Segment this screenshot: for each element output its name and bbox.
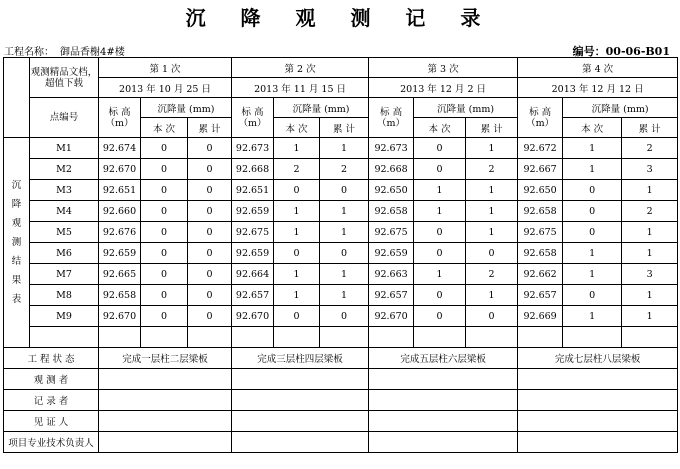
elevation-cell: 92.670 (99, 306, 141, 327)
this-time-cell: 0 (141, 285, 188, 306)
this-time-cell: 1 (563, 243, 622, 264)
this-time-cell: 0 (274, 306, 320, 327)
responsible-label: 项目专业技术负责人 (4, 432, 99, 453)
code-label: 编号： (572, 45, 606, 58)
recorder-signature-cell[interactable] (99, 390, 232, 411)
elevation-cell: 92.670 (369, 306, 414, 327)
point-id: M6 (30, 243, 99, 264)
elevation-cell: 92.675 (232, 222, 274, 243)
cumulative-cell: 1 (466, 180, 518, 201)
this-time-cell: 0 (414, 285, 466, 306)
responsible-signature-cell[interactable] (99, 432, 232, 453)
elevation-cell: 92.668 (232, 159, 274, 180)
observer-row (4, 369, 678, 390)
elevation-cell: 92.657 (232, 285, 274, 306)
responsible-signature-cell[interactable] (232, 432, 369, 453)
table-row (4, 201, 678, 222)
elevation-cell: 92.659 (232, 243, 274, 264)
observer-signature-cell[interactable] (369, 369, 518, 390)
empty-cell (99, 327, 141, 348)
recorder-signature-cell[interactable] (369, 390, 518, 411)
round-1-date: 2013 年 10 月 25 日 (99, 78, 232, 98)
this-time-header: 本 次 (141, 118, 188, 138)
this-time-cell: 0 (141, 264, 188, 285)
this-time-header: 本 次 (414, 118, 466, 138)
elevation-cell: 92.651 (99, 180, 141, 201)
cumulative-cell: 0 (188, 264, 232, 285)
elevation-cell: 92.658 (518, 201, 563, 222)
this-time-cell: 0 (414, 138, 466, 159)
observer-signature-cell[interactable] (232, 369, 369, 390)
elevation-cell: 92.676 (99, 222, 141, 243)
cumulative-cell: 0 (320, 243, 369, 264)
section-label-char: 测 (11, 237, 22, 248)
section-label-char: 果 (11, 275, 22, 286)
table-row (4, 243, 678, 264)
this-time-header: 本 次 (274, 118, 320, 138)
code-value: 00-06-B01 (605, 45, 670, 58)
elevation-cell: 92.659 (99, 243, 141, 264)
responsible-row (4, 432, 678, 453)
this-time-cell: 1 (563, 306, 622, 327)
cumulative-cell: 1 (320, 222, 369, 243)
table-row (4, 285, 678, 306)
this-time-cell: 1 (563, 159, 622, 180)
point-id: M9 (30, 306, 99, 327)
status-label: 工 程 状 态 (4, 348, 99, 369)
blank-corner (4, 58, 30, 138)
section-label-char: 沉 (11, 180, 22, 191)
this-time-cell: 2 (274, 159, 320, 180)
elevation-cell: 92.650 (518, 180, 563, 201)
this-time-cell: 1 (414, 264, 466, 285)
point-id: M1 (30, 138, 99, 159)
this-time-cell: 1 (274, 201, 320, 222)
point-id: M4 (30, 201, 99, 222)
cumulative-header: 累 计 (188, 118, 232, 138)
elevation-cell: 92.674 (99, 138, 141, 159)
table-row (4, 264, 678, 285)
cumulative-cell: 0 (188, 138, 232, 159)
empty-cell (141, 327, 188, 348)
elevation-cell: 92.670 (99, 159, 141, 180)
point-id: M2 (30, 159, 99, 180)
this-time-cell: 1 (274, 222, 320, 243)
round-4-label: 第 4 次 (518, 58, 678, 78)
table-row (4, 180, 678, 201)
round-status: 完成五层柱六层梁板 (369, 348, 518, 369)
elevation-header: 标 高（m） (518, 98, 563, 138)
settlement-header: 沉降量 (mm) (141, 98, 232, 118)
this-time-cell: 0 (414, 222, 466, 243)
point-id: M8 (30, 285, 99, 306)
this-time-cell: 1 (563, 138, 622, 159)
cumulative-cell: 1 (320, 264, 369, 285)
this-time-cell: 0 (563, 201, 622, 222)
empty-cell (274, 327, 320, 348)
point-id: M5 (30, 222, 99, 243)
witness-signature-cell[interactable] (99, 411, 232, 432)
this-time-cell: 1 (414, 201, 466, 222)
empty-cell (232, 327, 274, 348)
elevation-cell: 92.658 (99, 285, 141, 306)
settlement-header: 沉降量 (mm) (414, 98, 518, 118)
this-time-header: 本 次 (563, 118, 622, 138)
cumulative-cell: 1 (622, 306, 678, 327)
observer-signature-cell[interactable] (518, 369, 678, 390)
cumulative-cell: 2 (466, 159, 518, 180)
cumulative-cell: 0 (320, 306, 369, 327)
elevation-cell: 92.660 (99, 201, 141, 222)
elevation-header: 标 高（m） (232, 98, 274, 138)
this-time-cell: 0 (141, 180, 188, 201)
cumulative-cell: 0 (188, 201, 232, 222)
empty-cell (320, 327, 369, 348)
page-title: 沉 降 观 测 记 录 (185, 6, 495, 30)
witness-signature-cell[interactable] (232, 411, 369, 432)
recorder-label: 记 录 者 (4, 390, 99, 411)
elevation-cell: 92.664 (232, 264, 274, 285)
cumulative-cell: 2 (622, 201, 678, 222)
section-label-char: 降 (11, 199, 22, 210)
this-time-cell: 0 (274, 180, 320, 201)
this-time-cell: 0 (414, 306, 466, 327)
empty-cell (518, 327, 563, 348)
this-time-cell: 0 (141, 306, 188, 327)
this-time-cell: 1 (274, 285, 320, 306)
observer-signature-cell[interactable] (99, 369, 232, 390)
elevation-cell: 92.662 (518, 264, 563, 285)
table-row (4, 222, 678, 243)
this-time-cell: 1 (274, 264, 320, 285)
empty-cell (563, 327, 622, 348)
cumulative-cell: 1 (320, 285, 369, 306)
cumulative-cell: 3 (622, 264, 678, 285)
cumulative-cell: 1 (320, 138, 369, 159)
cumulative-cell: 1 (622, 222, 678, 243)
recorder-signature-cell[interactable] (518, 390, 678, 411)
witness-row (4, 411, 678, 432)
this-time-cell: 0 (141, 222, 188, 243)
cumulative-cell: 0 (188, 306, 232, 327)
round-2-date: 2013 年 11 月 15 日 (232, 78, 369, 98)
elevation-cell: 92.651 (232, 180, 274, 201)
elevation-cell: 92.675 (369, 222, 414, 243)
cumulative-cell: 2 (320, 159, 369, 180)
cumulative-cell: 1 (466, 222, 518, 243)
cumulative-cell: 1 (622, 180, 678, 201)
this-time-cell: 0 (141, 243, 188, 264)
this-time-cell: 0 (563, 222, 622, 243)
elevation-cell: 92.672 (518, 138, 563, 159)
cumulative-cell: 0 (320, 180, 369, 201)
section-label-char: 表 (11, 294, 22, 305)
cumulative-cell: 0 (466, 243, 518, 264)
cumulative-cell: 0 (188, 285, 232, 306)
this-time-cell: 0 (141, 201, 188, 222)
recorder-row (4, 390, 678, 411)
this-time-cell: 1 (274, 138, 320, 159)
elevation-cell: 92.673 (232, 138, 274, 159)
corner-note: 观测精品文档，超值下载 (30, 58, 99, 98)
cumulative-cell: 0 (466, 306, 518, 327)
project-label: 工程名称： (4, 47, 54, 58)
point-number-header: 点编号 (30, 98, 99, 138)
witness-signature-cell[interactable] (369, 411, 518, 432)
cumulative-cell: 1 (466, 201, 518, 222)
elevation-cell: 92.657 (518, 285, 563, 306)
observer-label: 观 测 者 (4, 369, 99, 390)
cumulative-cell: 1 (320, 201, 369, 222)
this-time-cell: 0 (141, 159, 188, 180)
cumulative-cell: 2 (466, 264, 518, 285)
recorder-signature-cell[interactable] (232, 390, 369, 411)
project-value: 御品香榭4#楼 (60, 47, 125, 58)
cumulative-cell: 1 (622, 285, 678, 306)
cumulative-cell: 0 (188, 159, 232, 180)
cumulative-header: 累 计 (466, 118, 518, 138)
point-id: M3 (30, 180, 99, 201)
this-time-cell: 0 (414, 243, 466, 264)
cumulative-header: 累 计 (622, 118, 678, 138)
settlement-header: 沉降量 (mm) (563, 98, 678, 118)
section-label-char: 结 (11, 256, 22, 267)
this-time-cell: 1 (414, 180, 466, 201)
cumulative-cell: 0 (188, 243, 232, 264)
elevation-header: 标 高（m） (369, 98, 414, 138)
this-time-cell: 0 (414, 159, 466, 180)
round-4-date: 2013 年 12 月 12 日 (518, 78, 678, 98)
cumulative-cell: 1 (622, 243, 678, 264)
empty-cell (622, 327, 678, 348)
elevation-cell: 92.663 (369, 264, 414, 285)
witness-label: 见 证 人 (4, 411, 99, 432)
cumulative-cell: 2 (622, 138, 678, 159)
elevation-cell: 92.675 (518, 222, 563, 243)
project-name (4, 43, 131, 58)
responsible-signature-cell[interactable] (518, 432, 678, 453)
this-time-cell: 0 (563, 285, 622, 306)
cumulative-header: 累 计 (320, 118, 369, 138)
responsible-signature-cell[interactable] (369, 432, 518, 453)
empty-cell (414, 327, 466, 348)
empty-cell (30, 327, 99, 348)
elevation-cell: 92.667 (518, 159, 563, 180)
round-3-date: 2013 年 12 月 2 日 (369, 78, 518, 98)
table-row (4, 159, 678, 180)
elevation-cell: 92.670 (232, 306, 274, 327)
round-status: 完成一层柱二层梁板 (99, 348, 232, 369)
settlement-header: 沉降量 (mm) (274, 98, 369, 118)
section-label (4, 138, 30, 348)
status-row (4, 348, 678, 369)
elevation-header: 标 高（m） (99, 98, 141, 138)
point-id: M7 (30, 264, 99, 285)
this-time-cell: 0 (141, 138, 188, 159)
cumulative-cell: 3 (622, 159, 678, 180)
this-time-cell: 1 (563, 264, 622, 285)
round-2-label: 第 2 次 (232, 58, 369, 78)
elevation-cell: 92.668 (369, 159, 414, 180)
elevation-cell: 92.659 (369, 243, 414, 264)
round-status: 完成七层柱八层梁板 (518, 348, 678, 369)
round-status: 完成三层柱四层梁板 (232, 348, 369, 369)
round-3-label: 第 3 次 (369, 58, 518, 78)
witness-signature-cell[interactable] (518, 411, 678, 432)
elevation-cell: 92.673 (369, 138, 414, 159)
empty-cell (369, 327, 414, 348)
cumulative-cell: 1 (466, 138, 518, 159)
elevation-cell: 92.659 (232, 201, 274, 222)
elevation-cell: 92.650 (369, 180, 414, 201)
cumulative-cell: 0 (188, 222, 232, 243)
elevation-cell: 92.665 (99, 264, 141, 285)
round-1-label: 第 1 次 (99, 58, 232, 78)
empty-cell (466, 327, 518, 348)
elevation-cell: 92.658 (369, 201, 414, 222)
this-time-cell: 0 (563, 180, 622, 201)
section-label-char: 观 (11, 218, 22, 229)
elevation-cell: 92.658 (518, 243, 563, 264)
table-row (4, 306, 678, 327)
table-row (4, 138, 678, 159)
this-time-cell: 0 (274, 243, 320, 264)
cumulative-cell: 0 (188, 180, 232, 201)
settlement-table (3, 57, 678, 453)
elevation-cell: 92.669 (518, 306, 563, 327)
elevation-cell: 92.657 (369, 285, 414, 306)
empty-cell (188, 327, 232, 348)
empty-row (4, 327, 678, 348)
cumulative-cell: 1 (466, 285, 518, 306)
